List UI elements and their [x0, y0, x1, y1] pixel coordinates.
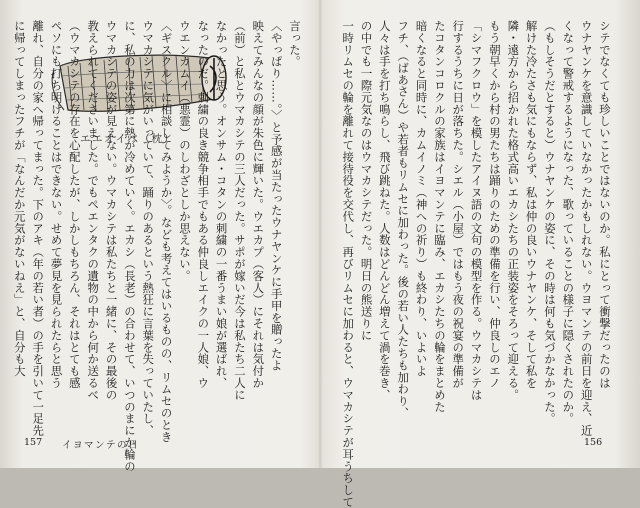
text-line: ウエンカムイ（悪霊）のしわざとしか思えない。: [177, 20, 192, 282]
text-line: 言った。: [288, 20, 302, 68]
text-line: 人々は手を打ち鳴らし、飛び跳ねた。人数はどんどん増えて渦を巻き、: [377, 20, 392, 401]
text-line: ウマカシテに気がいっていて、踊りのあるという熱狂に言葉を失っていたし、: [141, 20, 156, 437]
text-line: （もしそうだとすると）ウナヤンケの姿に、その時は何も気づかなかった。: [542, 20, 557, 425]
text-line: 教えられてくださいました。でもペエンタクの遺物の中から何か送るべ: [86, 20, 101, 401]
running-head: イヨマンテの日: [62, 440, 140, 451]
text-line: 解けた冷たさも気にもならず、私は仲の良いウナヤンケ、そして私を: [524, 20, 539, 389]
right-page-number: 156: [584, 437, 603, 448]
text-line: 離れ、自分の家へ帰ってまった。下のアキ（年の若い者）の手を引いて一足先: [31, 20, 46, 437]
text-line: なかったと思う。オンサム・コタンの刺繍の一番うまい娘が選ばれ、: [214, 20, 229, 389]
illustration-caption: エエオイベ（枕）: [80, 133, 176, 145]
text-line: （前）と私とウマカシテの三人だった。サポが嫁いだ今は私たち二人に: [232, 20, 247, 401]
text-line: 映えてみんなの顔が朱色に輝いた。ウエカプ（客人）にそれは気付か: [251, 20, 266, 389]
text-line: 行するうちに日が落ちた。シエル（小屋）ではもう夜の祝宴の準備が: [451, 20, 466, 389]
text-line: ウナヤンケを意識していなかったかもしれない。ウヨマンテの前日を迎え、近: [579, 20, 594, 437]
text-line: なったのだ。刺繍の良き競争相手でもある仲良しエイクの一人娘、ウ: [196, 20, 211, 389]
text-line: 一時リムセの輪を離れて接待役を交代し、再びリムセに加わると、ウマカシテが耳うちして: [341, 20, 356, 508]
text-line: ペソにも打ち明けることはできない。せめて夢見を見られたらと思う: [49, 20, 64, 389]
text-line: くなって警戒するようになった、歌っていることの様子に隠くされたのか。: [561, 20, 576, 425]
text-line: 「シマフクロウ」を模したアイヌ語の文句の模型を作る。ウマカシテは: [469, 20, 484, 401]
left-page-number: 157: [24, 437, 43, 448]
text-line: に、私の力は次第に熱が冷めていく。エカシ（長老）の合わせて、いつのまにか輪の: [122, 20, 137, 473]
text-line: に帰ってしまったフチが「なんだか元気がないねえ」と、自分も大: [12, 20, 27, 377]
text-line: 〈ギスクル〉に相談してみようか〉。なども考えてはいるものの、リムセのとき: [159, 20, 174, 443]
text-line: 暗くなると同時に、カムイノミ（神への祈り）も終わり、いよいよ: [414, 20, 429, 377]
text-line: シテでなくても珍しいことではないのか。私にとって衝撃だったのは: [598, 20, 612, 389]
text-line: ウマカシテの姿が見えない。ウマカシテは私たちと一緒に、その最後の: [104, 20, 119, 401]
text-line: （ウマカシテの存在を心配したが、しかしもちろん、それはとても感: [67, 20, 82, 389]
text-line: もう朝早くから村の男たちは踊りのための準備を行い、仲良しのエノ: [487, 20, 502, 389]
text-line: 〈やっぱり……。〉と予感が当たったウナヤンケに手甲を贈ったよ: [269, 20, 284, 372]
text-line: フチ、（ばあさん）や若者もリムセに加わった。後の若い人たちも加わり、: [396, 20, 411, 419]
text-line: 隣・遠方から招かれた格式高いエカシたちの正装姿をそろって迎える。: [506, 20, 521, 401]
text-line: たコタンコロクルの家族はイヨマンテに臨み、エカシたちの輪をまとめた: [432, 20, 447, 413]
text-line: の中でも一際元気なのはウマカシテだった。明日の熊送りに: [359, 20, 374, 342]
